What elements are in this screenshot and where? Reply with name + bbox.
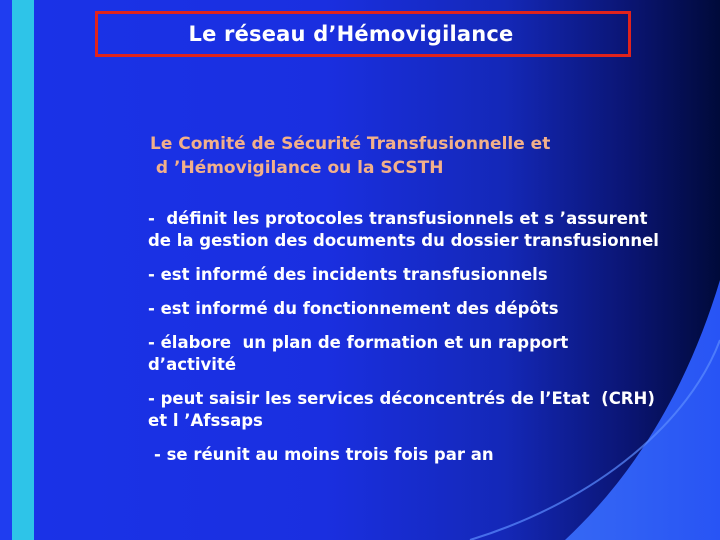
bullet-item: - se réunit au moins trois fois par an: [154, 445, 494, 464]
bullet-item: - peut saisir les services déconcentrés de l’Etat (CRH) et l ’Afssaps: [148, 389, 655, 430]
slide-subtitle: Le Comité de Sécurité Transfusionnelle et d ’Hémovigilance ou la SCSTH: [150, 134, 551, 178]
bullet-item: - est informé des incidents transfusionnels: [148, 265, 548, 284]
bullet-item: - élabore un plan de formation et un rapport d’activité: [148, 333, 569, 374]
left-accent-bar: [12, 0, 34, 540]
bullet-list: [148, 208, 708, 478]
slide-title: Le réseau d’Hémovigilance: [188, 22, 514, 46]
bullet-item: - est informé du fonctionnement des dépôts: [148, 299, 559, 318]
bullet-item: - définit les protocoles transfusionnels et s ’assurent de la gestion des documents du dossier transfusionnel: [148, 209, 659, 250]
title-box: [95, 11, 631, 57]
